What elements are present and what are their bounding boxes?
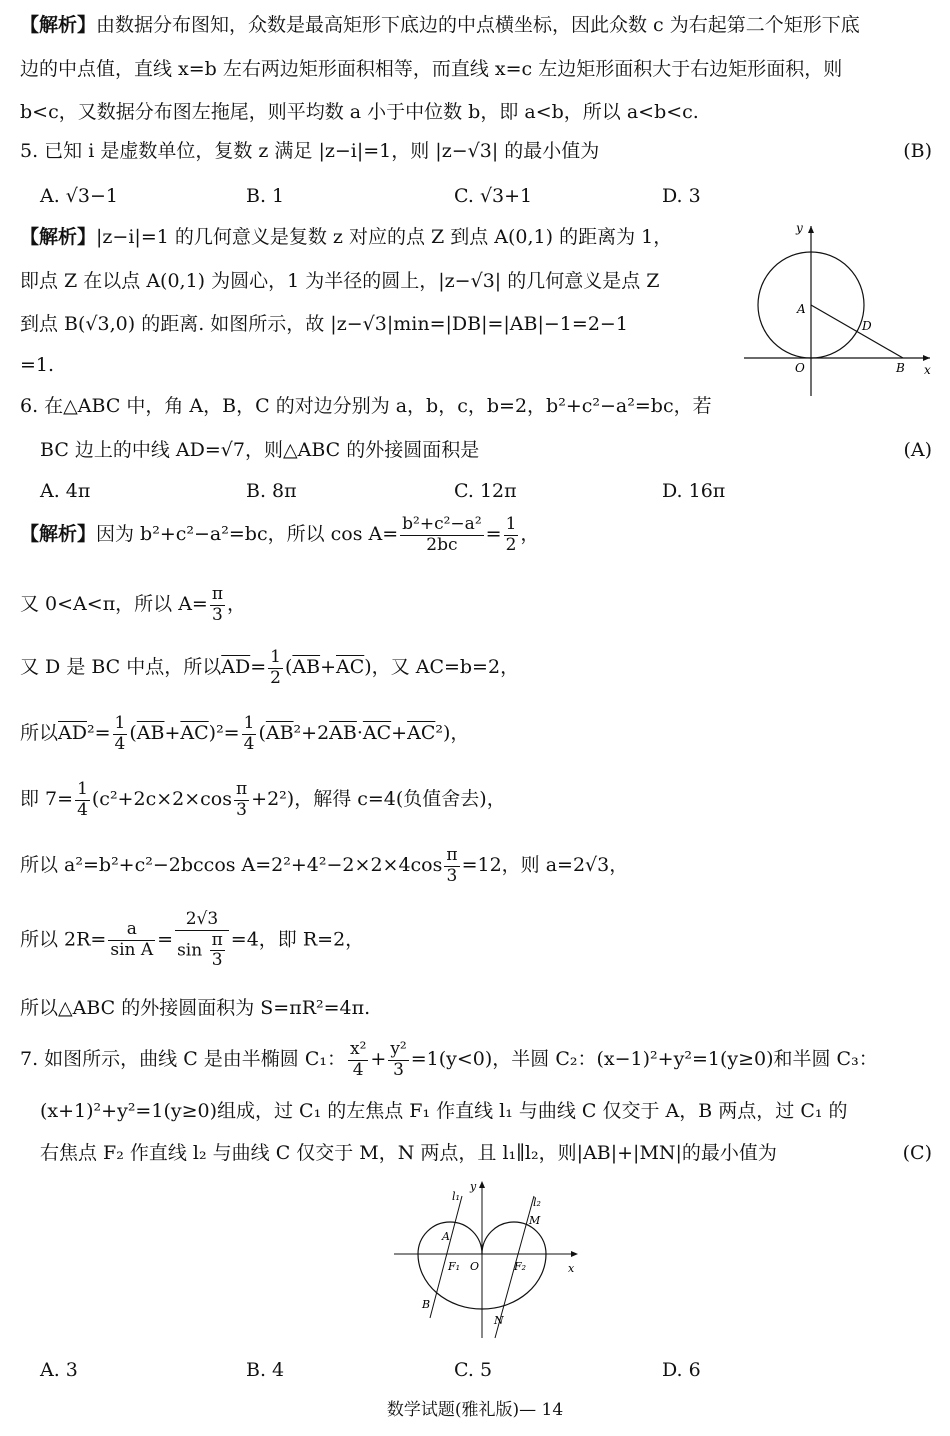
denominator: 3	[393, 1059, 404, 1080]
denominator: 4	[114, 733, 126, 754]
solution-label: 【解析】	[20, 14, 97, 36]
q6-solution-line-2	[20, 585, 932, 625]
label-b: B	[896, 361, 905, 375]
fraction	[268, 648, 283, 688]
q5-figure	[738, 218, 938, 402]
sol-text: (c²+2c×2×cos	[91, 788, 232, 811]
label-f1: F₁	[448, 1260, 461, 1273]
fraction	[113, 714, 128, 754]
stem-text: 7. 如图所示，曲线 C 是由半椭圆 C₁：	[20, 1048, 346, 1071]
q6-solution-line-5	[20, 780, 932, 820]
vector: $\overline{AC}$	[180, 722, 209, 745]
q6-option-a: A. 4π	[40, 480, 91, 502]
label-f2: F₂	[514, 1260, 527, 1273]
q7-stem-3: 右焦点 F₂ 作直线 l₂ 与曲线 C 仅交于 M，N 两点，且 l₁∥l₂，则|AB|+|MN|的最小值为	[40, 1142, 777, 1164]
sol-text: 因为 b²+c²−a²=bc，所以 cos A=	[96, 523, 399, 546]
stem-text: =1(y<0)，半圆 C₂：(x−1)²+y²=1(y≥0)和半圆 C₃：	[410, 1048, 878, 1071]
sol-text: +	[164, 722, 181, 745]
q5-option-c: C. √3+1	[454, 185, 533, 207]
sol-text: )，又 AC=b=2，	[364, 656, 520, 679]
fraction	[504, 515, 519, 555]
q5-solution-line-3: 到点 B(√3,0) 的距离. 如图所示，故 |z−√3|min=|DB|=|AB|−1=2−1	[20, 313, 628, 335]
sol-text: ²+2	[293, 722, 330, 745]
q5-solution-line-4: =1.	[20, 354, 55, 376]
fraction	[444, 846, 459, 886]
numerator: y²	[390, 1039, 407, 1059]
q7-option-c: C. 5	[454, 1359, 493, 1381]
denominator: 2bc	[426, 534, 458, 555]
q6-answer: (A)	[903, 439, 932, 461]
q5-answer: (B)	[903, 140, 932, 162]
vector: $\overline{AC}$	[336, 656, 365, 679]
q6-solution-line-4	[20, 714, 932, 754]
sol-text: (	[258, 722, 266, 745]
sol-text: =	[157, 928, 174, 951]
q6-solution-line-3	[20, 648, 932, 688]
sol-text: ，	[520, 523, 540, 546]
sol-text: ²=	[86, 722, 111, 745]
vector: $\overline{AC}$	[362, 722, 392, 745]
numerator: 1	[243, 713, 255, 733]
sol-text: +	[320, 656, 336, 679]
solution-label: 【解析】	[20, 523, 97, 546]
fraction	[234, 780, 249, 820]
q6-options	[40, 478, 760, 508]
fraction	[242, 714, 257, 754]
x-axis-arrow	[923, 355, 930, 361]
q4-solution-line-2: 边的中点值，直线 x=b 左右两边矩形面积相等，而直线 x=c 左边矩形面积大于右边矩形面积，则	[20, 58, 843, 80]
denominator: 3	[446, 865, 458, 886]
stem-text: +	[370, 1048, 387, 1071]
label-b: B	[422, 1298, 431, 1311]
solution-text: |z−i|=1 的几何意义是复数 z 对应的点 Z 到点 A(0,1) 的距离为 1，	[96, 226, 673, 248]
q7-option-b: B. 4	[246, 1359, 285, 1381]
q6-stem-2: BC 边上的中线 AD=√7，则△ABC 的外接圆面积是	[40, 439, 480, 461]
y-axis-arrow	[808, 226, 814, 233]
q5-stem	[20, 138, 932, 166]
sol-text: ，	[227, 593, 247, 616]
label-o: O	[795, 361, 805, 375]
fraction	[388, 1040, 408, 1080]
q7-answer: (C)	[902, 1142, 932, 1164]
numerator: 2√3	[175, 910, 229, 931]
fraction	[75, 780, 90, 820]
label-y: y	[796, 221, 803, 235]
denominator: 3	[236, 799, 247, 820]
sol-text: +2²)，解得 c=4(负值舍去)，	[251, 788, 506, 811]
fraction	[348, 1040, 368, 1080]
sol-text: (	[284, 656, 293, 679]
numerator: 1	[77, 779, 88, 799]
numerator: b²+c²−a²	[402, 514, 482, 534]
denominator	[175, 931, 229, 971]
q6-option-d: D. 16π	[662, 480, 726, 502]
denominator: 3	[211, 950, 223, 971]
y-axis-arrow	[479, 1181, 485, 1188]
vector: $\overline{AB}$	[265, 722, 294, 745]
solution-text: 由数据分布图知，众数是最高矩形下底边的中点横坐标，因此众数 c 为右起第二个矩形下底	[96, 14, 860, 36]
sol-text: ·	[356, 722, 363, 745]
x-axis-arrow	[571, 1251, 578, 1257]
label-a: A	[797, 302, 806, 316]
sol-text: 即 7=	[20, 788, 74, 811]
label-m: M	[529, 1214, 541, 1227]
q7-option-a: A. 3	[40, 1359, 78, 1381]
segment-ab	[811, 305, 903, 358]
vector: $\overline{AB}$	[136, 722, 165, 745]
q6-solution-line-1	[20, 515, 932, 555]
sol-text: 又 D 是 BC 中点，所以	[20, 656, 222, 679]
denominator: 4	[243, 733, 255, 754]
vector: $\overline{AD}$	[58, 722, 87, 745]
q5-option-d: D. 3	[662, 185, 701, 207]
label-x: x	[568, 1262, 575, 1275]
q5-option-b: B. 1	[246, 185, 285, 207]
vector: $\overline{AB}$	[329, 722, 357, 745]
denominator: 3	[212, 604, 223, 625]
q7-stem-2: (x+1)²+y²=1(y≥0)组成，过 C₁ 的左焦点 F₁ 作直线 l₁ 与曲线 C 仅交于 A，B 两点，过 C₁ 的	[40, 1100, 848, 1122]
denominator: 2	[270, 667, 281, 688]
vector: $\overline{AC}$	[407, 722, 436, 745]
sol-text: +	[391, 722, 408, 745]
sol-text: 所以	[20, 722, 59, 745]
sin-text: sin	[177, 940, 203, 961]
label-o: O	[470, 1260, 480, 1273]
label-l2: l₂	[533, 1196, 541, 1209]
numerator: a	[108, 920, 155, 941]
q5-solution-line-2: 即点 Z 在以点 A(0,1) 为圆心，1 为半径的圆上，|z−√3| 的几何意义是点 Z	[20, 270, 660, 292]
vector: $\overline{AD}$	[221, 656, 251, 679]
sol-text: 又 0<A<π，所以 A=	[20, 593, 208, 616]
numerator: 1	[505, 514, 517, 534]
q5-stem-text: 5. 已知 i 是虚数单位，复数 z 满足 |z−i|=1，则 |z−√3| 的最小值为	[20, 140, 600, 162]
fraction	[108, 920, 155, 960]
sol-text: =	[250, 656, 267, 679]
sol-text: =12，则 a=2√3，	[461, 854, 629, 877]
q7-figure	[390, 1178, 590, 1344]
q5-option-a: A. √3−1	[40, 185, 119, 207]
q6-solution-line-8: 所以△ABC 的外接圆面积为 S=πR²=4π.	[20, 997, 371, 1019]
fraction	[400, 515, 483, 555]
numerator: π	[211, 929, 223, 950]
sol-text: =	[485, 523, 502, 546]
numerator: 1	[270, 647, 281, 667]
denominator: 2	[505, 534, 517, 555]
q4-solution-line-1	[20, 12, 932, 40]
label-y: y	[470, 1180, 477, 1193]
sol-text: ²)，	[435, 722, 470, 745]
denominator: 4	[352, 1059, 364, 1080]
q7-stem-1	[20, 1040, 932, 1080]
numerator: π	[235, 779, 248, 799]
label-l1: l₁	[452, 1190, 460, 1203]
q5-options	[40, 183, 760, 213]
numerator: π	[211, 584, 224, 604]
solution-label: 【解析】	[20, 226, 97, 248]
q6-solution-line-7	[20, 910, 932, 971]
sol-text: (	[129, 722, 137, 745]
q6-solution-line-6	[20, 846, 932, 886]
q6-stem-1: 6. 在△ABC 中，角 A，B，C 的对边分别为 a，b，c，b=2，b²+c²−a²=bc，若	[20, 395, 712, 417]
sol-text: 所以 a²=b²+c²−2bccos A=2²+4²−2×2×4cos	[20, 854, 443, 877]
label-n: N	[494, 1314, 504, 1327]
label-x: x	[924, 363, 931, 377]
fraction	[210, 931, 225, 971]
sol-text: =4，即 R=2，	[230, 928, 365, 951]
q7-option-d: D. 6	[662, 1359, 701, 1381]
label-d: D	[862, 319, 872, 333]
numerator: 1	[114, 713, 126, 733]
vector: $\overline{AB}$	[292, 656, 321, 679]
q6-option-b: B. 8π	[246, 480, 297, 502]
q5-solution-line-1	[20, 224, 720, 252]
semicircle-c3	[418, 1222, 482, 1254]
fraction	[210, 585, 225, 625]
numerator: x²	[349, 1039, 367, 1059]
label-a: A	[442, 1230, 450, 1243]
page-footer: 数学试题(雅礼版)— 14	[386, 1400, 564, 1420]
q7-options	[40, 1357, 760, 1387]
q4-solution-line-3: b<c，又数据分布图左拖尾，则平均数 a 小于中位数 b，即 a<b，所以 a<b<c.	[20, 101, 699, 123]
denominator: 4	[77, 799, 88, 820]
q6-option-c: C. 12π	[454, 480, 517, 502]
denominator: sin A	[110, 939, 154, 960]
numerator: π	[446, 845, 458, 865]
sol-text: 所以 2R=	[20, 928, 107, 951]
fraction	[175, 910, 229, 971]
sol-text: )²=	[208, 722, 240, 745]
